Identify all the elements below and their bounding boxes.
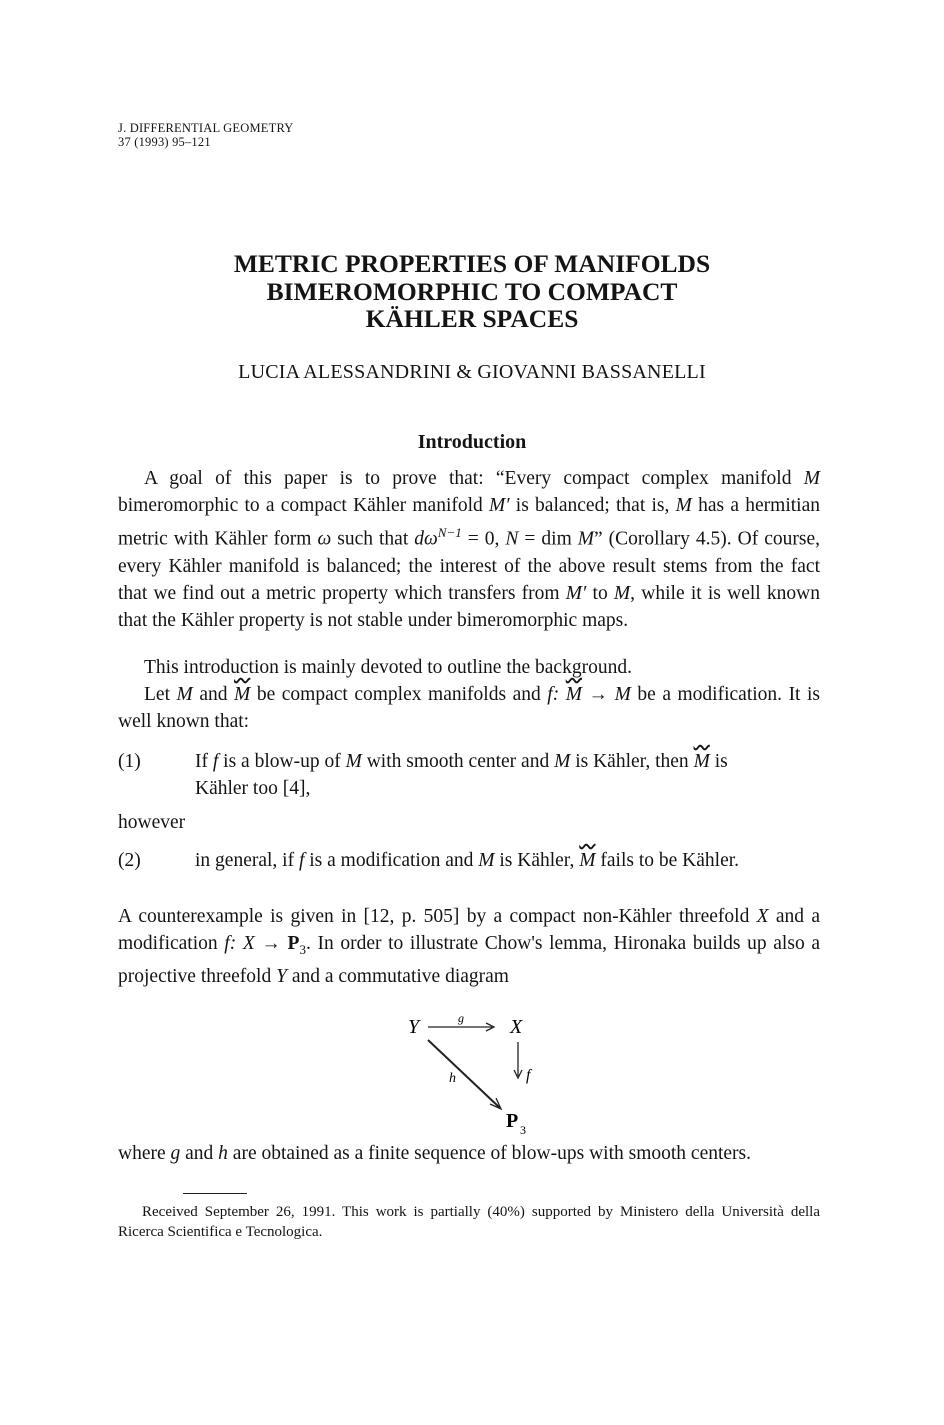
label-h: h [449,1071,456,1086]
math-symbol: M [176,684,193,705]
text-run: is balanced; that is, [509,495,676,516]
text-run: with smooth center and [361,751,555,772]
journal-header [118,121,294,149]
math-symbol: M′ [565,582,587,604]
text-run: in general, if [195,850,299,871]
math-arrow: → [254,933,288,954]
text-run: A goal of this paper is to prove that: “Every compact complex manifold [144,468,804,489]
math-symbol: M [675,495,692,516]
diagram-node-p-subscript: 3 [520,1123,526,1135]
math-symbol: f: [547,684,566,705]
math-arrow: → [581,684,615,705]
text-run: and a commutative diagram [286,965,509,987]
list-item-number: (2) [118,850,141,871]
math-symbol-tilde: M [234,684,251,705]
math-symbol: f [212,751,219,772]
list-item-number: (1) [118,751,141,772]
commutative-diagram [400,1010,550,1135]
text-run: If [195,751,213,772]
math-superscript: N−1 [437,525,462,540]
label-f: f [526,1067,531,1084]
math-symbol-tilde: M [693,751,710,772]
math-symbol: M [345,751,362,772]
math-symbol: M [613,582,631,604]
math-symbol: h [218,1143,228,1164]
math-symbol: f: [224,933,243,954]
paragraph-3 [118,681,820,735]
footnote: Received September 26, 1991. This work is partially (40%) supported by Ministero della Università della Ricerca Scientifica e Tecnologica. [118,1204,820,1240]
math-symbol: g [170,1143,181,1164]
math-symbol: M′ [489,495,510,516]
math-symbol: M [478,850,495,871]
text-run: bimeromorphic to a compact Kähler manifold [118,495,490,516]
text-run: Let [144,684,177,705]
text-run: has a hermitian metric with Kähler form [118,495,820,550]
text-run: be a modification. It is well known that: [118,684,821,732]
text-run: = dim [518,528,578,550]
list-item-text [195,847,755,874]
journal-name: J. DIFFERENTIAL GEOMETRY [118,121,294,135]
text-run: where [118,1143,171,1164]
list-item-text [195,748,755,802]
math-symbol-tilde: M [565,684,582,705]
text-run: = 0, [461,528,506,550]
math-symbol: ω [317,528,332,550]
text-run: is Kähler too [4], [195,751,728,799]
text-run: be compact complex manifolds and [250,684,548,705]
math-symbol: M [803,468,820,489]
diagram-node-p: P [506,1110,519,1132]
text-run: is a modification and [304,850,479,871]
math-symbol-bold: P [287,933,300,954]
text-run: to [586,582,614,604]
math-subscript: 3 [299,941,306,957]
math-symbol: X [242,933,255,954]
text-run: is Kähler, [494,850,580,871]
math-symbol: dω [414,528,438,550]
paragraph-4 [118,903,820,990]
footnote-rule [183,1193,247,1194]
section-heading: Introduction [417,431,527,453]
paragraph-5 [118,1140,820,1167]
journal-citation: 37 (1993) 95–121 [118,135,211,149]
label-g: g [458,1011,464,1025]
math-symbol: Y [276,965,287,987]
text-run: and [192,684,235,705]
text-run: such that [331,528,415,550]
math-symbol: N [505,528,519,550]
diagram-node-x: X [510,1016,523,1038]
text-run: , while it is well known that the Kähler property is not stable under bimeromorphic maps. [118,582,820,631]
math-symbol-tilde: M [579,850,596,871]
paragraph-2-text: This introduction is mainly devoted to outline the background. [144,657,632,678]
title-line-2: BIMEROMORPHIC TO COMPACT [266,276,678,306]
title-line-1: METRIC PROPERTIES OF MANIFOLDS [233,249,711,278]
text-run: ” (Corollary 4.5). Of course, every Kähler manifold is balanced; the interest of the above result stems from the fact that we find out a metric property which transfers from [118,528,821,604]
diagram-node-y: Y [408,1016,420,1038]
text-run: is a blow-up of [218,751,346,772]
math-symbol: X [756,906,769,927]
text-run: is Kähler, then [570,751,694,772]
text-run: and a modification [118,906,821,954]
however-text: however [118,812,186,833]
title-line-3: KÄHLER SPACES [365,304,579,333]
author-list: LUCIA ALESSANDRINI & GIOVANNI BASSANELLI [238,361,706,383]
paper-title [0,250,944,333]
math-symbol: f [298,850,305,871]
math-symbol: M [614,684,631,705]
text-run: are obtained as a finite sequence of blow-ups with smooth centers. [227,1143,752,1164]
paragraph-2 [118,654,820,681]
paragraph-1 [118,465,820,634]
math-symbol: M [577,528,595,550]
math-symbol: M [554,751,571,772]
text-run: and [180,1143,219,1164]
text-run: fails to be Kähler. [595,850,740,871]
text-run: A counterexample is given in [12, p. 505] by a compact non-Kähler threefold [118,906,757,927]
arrow-h [428,1040,500,1108]
text-run: . In order to illustrate Chow's lemma, Hironaka builds up also a projective threefold [118,933,820,987]
